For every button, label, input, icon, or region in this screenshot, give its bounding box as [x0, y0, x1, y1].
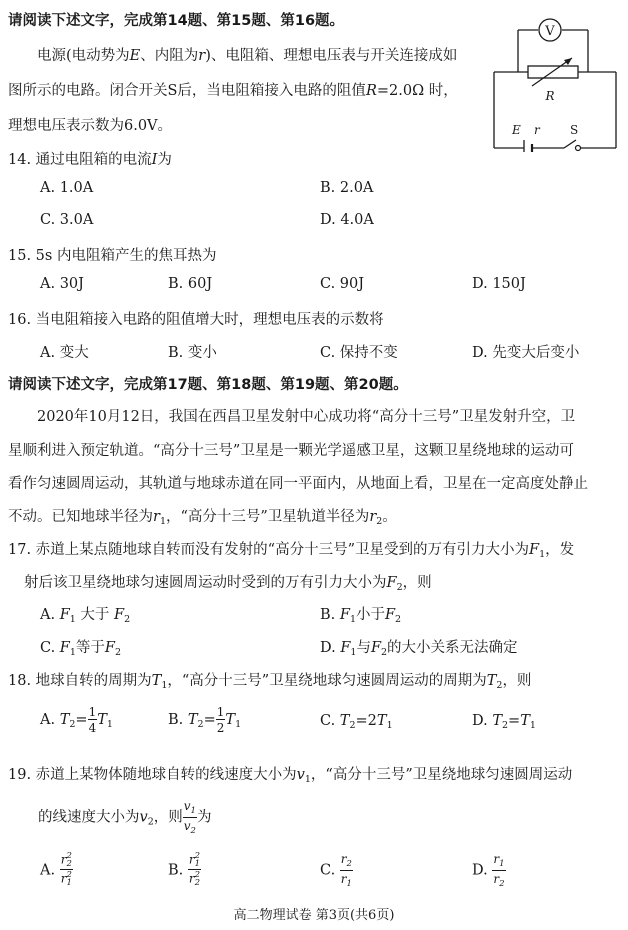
var-T: T — [486, 673, 497, 689]
var-F: F — [59, 640, 70, 656]
section-1-paragraph-line-3: 理想电压表示数为6.0V。 — [8, 118, 173, 134]
q14-option-c: C. 3.0A — [40, 212, 94, 228]
numerator — [183, 800, 197, 818]
var-T: T — [187, 712, 198, 728]
fraction — [340, 853, 353, 888]
page-footer: 高二物理试卷 第3页(共6页) — [233, 908, 395, 923]
var-r: r — [340, 871, 347, 886]
var-r: r — [340, 852, 347, 866]
voltmeter-label: V — [545, 24, 555, 39]
subscript: 1 — [106, 719, 113, 730]
q15-option-d: D. 150J — [472, 276, 526, 292]
numerator: 1 — [88, 705, 97, 719]
text: 赤道上某物体随地球自转的线速度大小为 — [35, 767, 297, 783]
q18-option-d — [472, 713, 536, 731]
denominator — [492, 871, 505, 889]
var-v: v — [296, 767, 305, 783]
question-number: 14. — [8, 152, 32, 168]
var-F: F — [529, 542, 540, 558]
var-F: F — [370, 640, 381, 656]
section-2-paragraph-line-1: 2020年10月12日，我国在西昌卫星发射中心成功将“高分十三号”卫星发射升空，卫 — [37, 409, 576, 425]
question-number: 18. — [8, 673, 32, 689]
text: 的线速度大小为 — [38, 809, 140, 826]
text: 图所示的电路。闭合开关S后，当电阻箱接入电路的阻值 — [8, 83, 366, 99]
section-2-paragraph-line-2: 星顺利进入预定轨道。“高分十三号”卫星是一颗光学遥感卫星，这颗卫星绕地球的运动可 — [8, 443, 574, 459]
var-T: T — [520, 713, 530, 729]
fraction — [492, 853, 505, 888]
internal-resistance-label: r — [534, 123, 540, 137]
resistor-label: R — [545, 89, 555, 103]
question-number: 15. — [8, 248, 32, 264]
text: ，“高分十三号”卫星绕地球匀速圆周运动的周期为 — [167, 673, 487, 689]
subscript: 2 — [197, 719, 204, 730]
var-v: v — [183, 818, 191, 833]
text: 5s 内电阻箱产生的焦耳热为 — [35, 248, 217, 264]
question-19-stem-line-1 — [8, 763, 572, 785]
var-v: v — [183, 799, 191, 813]
text: 射后该卫星绕地球匀速圆周运动时受到的万有引力大小为 — [24, 575, 387, 591]
question-15-stem — [8, 244, 216, 265]
superscript: 2 — [194, 870, 201, 881]
question-14-stem — [8, 148, 172, 169]
text: 等于 — [75, 640, 105, 656]
subscript: 2 — [395, 614, 402, 625]
q15-option-c: C. 90J — [320, 276, 365, 292]
fraction — [216, 706, 226, 734]
subscript: 1 — [304, 774, 311, 785]
resistor-arrowhead — [564, 58, 572, 65]
var-T: T — [151, 673, 162, 689]
subscript: 2 — [124, 614, 131, 625]
switch-contact — [576, 146, 581, 151]
text: 大于 — [80, 607, 110, 623]
q16-option-a: A. 变大 — [40, 345, 89, 361]
var-F: F — [340, 640, 351, 656]
section-1-intro: 请阅读下述文字，完成第14题、第15题、第16题。 — [8, 13, 345, 29]
q16-option-c: C. 保持不变 — [320, 345, 398, 361]
velocity-ratio — [183, 800, 197, 835]
question-17-stem-line-2 — [24, 571, 432, 593]
q17-option-d — [320, 636, 518, 658]
subscript: 2 — [496, 680, 503, 691]
subscript: 2 — [190, 825, 196, 836]
equals: = — [203, 712, 216, 728]
q17-option-b — [320, 603, 401, 625]
subscript: 2 — [349, 720, 356, 731]
fraction — [88, 706, 98, 734]
text: 为 — [196, 809, 212, 826]
option-label: D. — [472, 862, 488, 879]
text: 小于 — [355, 607, 385, 623]
emf-label: E — [512, 123, 521, 137]
q19-option-c — [320, 853, 353, 888]
denominator — [60, 870, 73, 887]
question-17-stem-line-1 — [8, 538, 574, 560]
option-label: C. — [320, 713, 336, 729]
option-label: D. — [320, 640, 336, 656]
var-r: r — [369, 509, 377, 525]
text: ，“高分十三号”卫星绕地球匀速圆周运动 — [310, 767, 573, 783]
subscript: 1 — [190, 806, 196, 816]
q18-option-c — [320, 713, 393, 731]
var-r: r — [188, 852, 195, 867]
var-F: F — [386, 575, 397, 591]
text: 。 — [382, 509, 397, 525]
option-label: C. — [40, 640, 56, 656]
superscript: 2 — [194, 851, 201, 861]
section-2-paragraph-line-4 — [8, 505, 397, 527]
q16-option-b: B. 变小 — [168, 345, 217, 361]
var-T: T — [339, 713, 350, 729]
subscript: 2 — [346, 859, 352, 869]
var-F: F — [384, 607, 396, 623]
subscript: 2 — [66, 858, 72, 869]
numerator — [188, 853, 201, 870]
text: =2.0Ω 时， — [376, 83, 458, 99]
subscript: 1 — [194, 858, 201, 869]
q14-option-a: A. 1.0A — [40, 180, 94, 196]
subscript: 1 — [539, 549, 546, 560]
question-18-stem — [8, 669, 531, 691]
text: )、电阻箱、理想电压表与开关连接成如 — [205, 48, 458, 64]
var-F: F — [104, 640, 115, 656]
subscript: 1 — [349, 614, 356, 625]
subscript: 2 — [114, 647, 122, 658]
denominator — [183, 818, 197, 836]
subscript: 1 — [350, 647, 357, 658]
var-T: T — [59, 712, 70, 728]
text: 赤道上某点随地球自转而没有发射的“高分十三号”卫星受到的万有引力大小为 — [35, 542, 529, 558]
equals: = — [508, 713, 521, 729]
text: 的大小关系无法确定 — [387, 640, 518, 656]
subscript: 2 — [376, 516, 383, 527]
subscript: 1 — [159, 516, 166, 527]
text: 通过电阻箱的电流 — [35, 152, 152, 168]
option-label: D. — [472, 713, 488, 729]
section-1-paragraph-line-2 — [8, 79, 458, 100]
text: 当电阻箱接入电路的阻值增大时，理想电压表的示数将 — [35, 312, 384, 328]
text: ，“高分十三号”卫星轨道半径为 — [165, 509, 370, 525]
numerator — [340, 853, 353, 871]
var-r: r — [60, 852, 67, 867]
subscript: 2 — [69, 719, 76, 730]
var-T: T — [225, 712, 236, 728]
var-T: T — [97, 712, 107, 728]
subscript: 2 — [396, 582, 403, 593]
var-r: r — [493, 871, 500, 886]
q15-option-b: B. 60J — [168, 276, 213, 292]
switch-label: S — [570, 123, 579, 137]
superscript: 2 — [66, 870, 72, 881]
subscript: 2 — [499, 878, 505, 889]
question-number: 17. — [8, 542, 32, 558]
var-r: r — [198, 48, 206, 64]
text: ，发 — [545, 542, 575, 558]
q16-option-d: D. 先变大后变小 — [472, 345, 580, 361]
var-F: F — [339, 607, 350, 623]
fraction — [60, 853, 73, 888]
text: ，则 — [153, 809, 183, 826]
numerator — [492, 853, 505, 871]
text: 、内阻为 — [140, 48, 199, 64]
denominator: 2 — [216, 721, 225, 735]
var-F: F — [114, 607, 125, 623]
q17-option-a — [40, 603, 130, 625]
section-2-paragraph-line-3: 看作匀速圆周运动，其轨道与地球赤道在同一平面内，从地面上看，卫星在一定高度处静止 — [8, 476, 588, 492]
equals: = — [75, 712, 88, 728]
var-T: T — [376, 713, 387, 729]
text: 为 — [157, 152, 172, 168]
q14-option-b: B. 2.0A — [320, 180, 374, 196]
text: ，则 — [502, 673, 532, 689]
option-label: B. — [168, 862, 184, 879]
var-v: v — [139, 809, 148, 826]
var-r: r — [493, 852, 500, 866]
numerator — [60, 853, 73, 870]
option-label: C. — [320, 862, 336, 879]
denominator — [188, 870, 201, 887]
subscript: 1 — [529, 720, 536, 731]
option-label: A. — [40, 712, 56, 728]
subscript: 1 — [499, 859, 505, 869]
question-19-stem-line-2 — [38, 800, 211, 835]
coefficient: 2 — [367, 713, 377, 729]
var-T: T — [492, 713, 502, 729]
subscript: 1 — [386, 720, 393, 731]
q19-option-d — [472, 853, 506, 888]
text: ，则 — [402, 575, 432, 591]
option-label: A. — [40, 607, 56, 623]
equals: = — [355, 713, 368, 729]
text: 不动。已知地球半径为 — [8, 509, 153, 525]
option-label: B. — [320, 607, 336, 623]
text: 电源(电动势为 — [37, 48, 130, 64]
subscript: 1 — [346, 878, 352, 889]
subscript: 1 — [69, 614, 76, 625]
option-label: A. — [40, 862, 56, 879]
question-number: 16. — [8, 312, 32, 328]
question-16-stem — [8, 308, 384, 329]
subscript: 2 — [502, 720, 509, 731]
subscript: 2 — [147, 816, 154, 828]
subscript: 2 — [194, 877, 201, 888]
subscript: 2 — [381, 647, 388, 658]
option-label: B. — [168, 712, 184, 728]
var-e: E — [129, 48, 141, 64]
q18-option-b — [168, 706, 241, 734]
var-r: r — [153, 509, 160, 525]
q18-option-a — [40, 706, 113, 734]
text: 与 — [356, 640, 371, 656]
section-2-intro: 请阅读下述文字，完成第17题、第18题、第19题、第20题。 — [8, 377, 408, 393]
q19-option-b — [168, 853, 201, 888]
text: 地球自转的周期为 — [35, 673, 152, 689]
q14-option-d: D. 4.0A — [320, 212, 374, 228]
q17-option-c — [40, 636, 121, 658]
subscript: 1 — [69, 647, 76, 658]
denominator — [340, 871, 353, 889]
var-r: r — [188, 871, 195, 886]
subscript: 1 — [66, 877, 72, 888]
question-number: 19. — [8, 767, 32, 783]
var-F: F — [59, 607, 70, 623]
var-I: I — [151, 152, 158, 168]
section-1-paragraph-line-1 — [37, 44, 457, 65]
numerator: 1 — [216, 705, 225, 719]
circuit-diagram — [490, 10, 622, 152]
q19-option-a — [40, 853, 73, 888]
denominator: 4 — [88, 721, 97, 735]
var-r: r — [60, 871, 67, 886]
subscript: 1 — [161, 680, 168, 691]
superscript: 2 — [66, 851, 72, 861]
subscript: 1 — [235, 719, 242, 730]
fraction — [188, 853, 201, 888]
var-R: R — [365, 83, 377, 99]
q15-option-a: A. 30J — [40, 276, 84, 292]
